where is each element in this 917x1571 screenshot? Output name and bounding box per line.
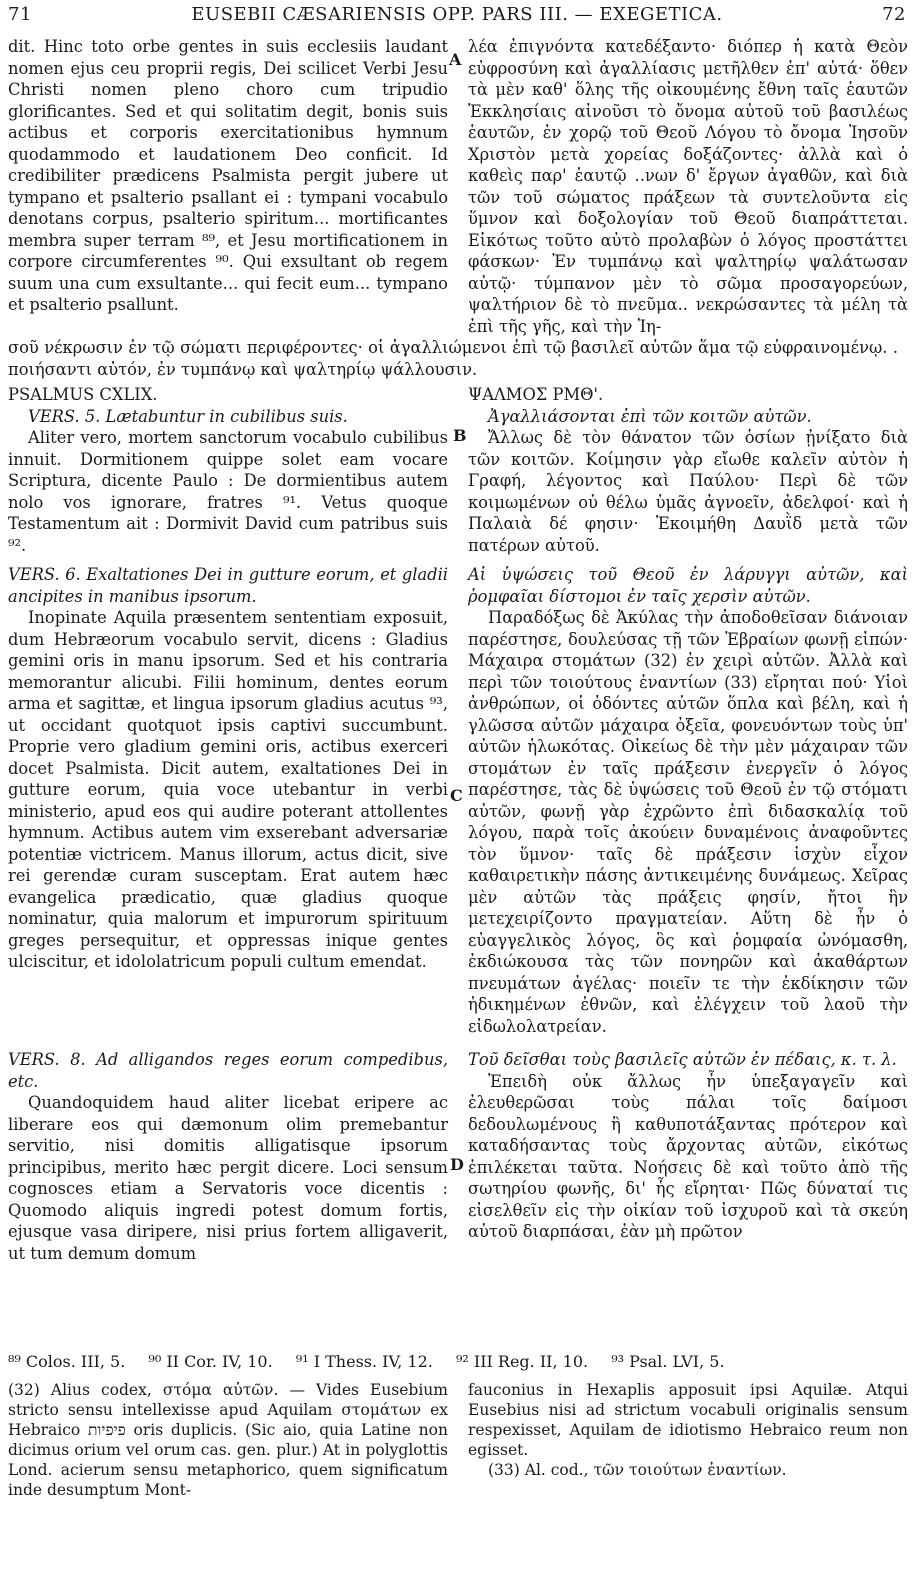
block1-latin-text: dit. Hinc toto orbe gentes in suis ecclesiis laudant nomen ejus ceu proprii regis, Dei scilicet Verbi Jesu Christi nomen pleno choro cum tripudio glorificantes. Sed et qui solitatim degit, bonis suis actibus et corporis exercitationibus hymnum quodammodo et laudationem Deo conficit. Id credibiliter prædicens Psalmista pergit jubere ut tympano et psalterio psallant ei : tympani vocabulo denotans corpus, psalterio spiritum... mortificantes membra super terram ⁸⁹, et Jesu mortificationem in corpore circumferentes ⁹⁰. Qui exsultant ob regem suum una cum exsultante... qui fecit eum... tympano et psalterio psallunt. [8, 37, 448, 314]
vers6-greek-heading: Αἱ ὑψώσεις τοῦ Θεοῦ ἐν λάρυγγι αὐτῶν, καὶ ῥομφαῖαι δίστομοι ἐν ταῖς χερσὶν αὐτῶν. [468, 565, 908, 606]
reference-note: ⁹² III Reg. II, 10. [455, 1352, 589, 1371]
vers8-latin-text: Quandoquidem haud aliter licebat eripere ac liberare eos qui dæmonum olim premebantur servitio, nisi domitis alligatisque ipsorum principibus, merito hæc pergit dicere. Loci sensum cognosces etiam a Servatoris voce dicentis : Quomodo aliquis ingredi potest domum fortis, ejusque vasa diripere, nisi prius fortem alligaverit, ut tum demum domum [8, 1093, 448, 1263]
reference-note: ⁸⁹ Colos. III, 5. [8, 1352, 126, 1371]
margin-letter-a: A [449, 50, 462, 69]
block1-greek-continuation [8, 337, 898, 380]
psalm-title-latin: PSALMUS CXLIX. [8, 385, 158, 404]
vers6-latin-heading: VERS. 6. Exaltationes Dei in gutture eorum, et gladii ancipites in manibus ipsorum. [8, 565, 448, 606]
vers6-greek-text: Παραδόξως δὲ Ἀκύλας τὴν ἀποδοθεῖσαν διάνοιαν παρέστησε, δουλεύσας τῇ τῶν Ἑβραίων φωνῇ εἰπών· Μάχαιρα στομάτων (32) ἐν χειρὶ αὐτῶν. Ἀλλὰ καὶ περὶ τῶν τοιούτους ἐναντίων (33) εἴρηται πού· Υἱοὶ ἀνθρώπων, οἱ ὀδόντες αὐτῶν ὅπλα καὶ βέλη, καὶ ἡ γλῶσσα αὐτῶν μάχαιρα ὀξεῖα, φονευόντων τοὺς ὑπ' αὐτῶν ἡλωκότας. Οἰκείως δὲ τὴν μὲν μάχαιραν τῶν στομάτων ἐν ταῖς πράξεσιν ἐνεργεῖν ὁ λόγος παρέστησε, τὰς δὲ ὑψώσεις τοῦ Θεοῦ ἐν τῷ στόματι αὐτῶν, φωνῇ γὰρ ἐχρῶντο ἐπὶ διδασκαλίᾳ τοῦ λόγου, παρὰ τοῖς ἀκούειν δυναμένοις ἀναφοῦντες τὸν ὕμνον· ταῖς δὲ πράξεσιν ἰσχὺν εἶχον καθαιρετικὴν πάσης ἀντικειμένης δυνάμεως. Χεῖρας μὲν αὐτῶν τὰς πράξεις φησίν, ἤτοι ἣν μετεχειρίζοντο πραγματείαν. Αὕτη δὲ ἦν ὁ εὐαγγελικὸς λόγος, ὃς καὶ ῥομφαία ὠνόμασθη, ἐκδιώκουσα τὰς τῶν πονηρῶν καὶ ἀκαθάρτων πνευμάτων ἀγέλας· ποιεῖν τε τὴν ἐκδίκησιν τῶν ἠδικημένων ἐθνῶν, καὶ ἐλέγχειν τοῦ λαοῦ τὴν εἰδωλολατρείαν. [468, 608, 908, 1036]
vers5-greek-heading: Ἀγαλλιάσονται ἐπὶ τῶν κοιτῶν αὐτῶν. [488, 406, 812, 426]
page-number-left: 71 [8, 4, 32, 25]
vers5-latin-text: Aliter vero, mortem sanctorum vocabulo cubilibus innuit. Dormitionem quippe solet eam vocare Scriptura, dicente Paulo : De dormientibus autem nolo vos ignorare, fratres ⁹¹. Vetus quoque Testamentum ait : Dormivit David cum patribus suis ⁹². [8, 428, 448, 555]
margin-letter-b: B [453, 426, 467, 445]
reference-note: ⁹⁰ II Cor. IV, 10. [148, 1352, 273, 1371]
vers5-latin-heading: VERS. 5. Lætabuntur in cubilibus suis. [28, 406, 348, 426]
block1-greek-text: λέα ἐπιγνόντα κατεδέξαντο· διόπερ ἡ κατὰ Θεὸν εὐφροσύνη καὶ ἀγαλλίασις μετῆλθεν ἐπ' αὐτά· ὅθεν τὰ μὲν καθ' ὅλης τῆς οἰκουμένης ἔθνη ταῖς ἑαυτῶν Ἐκκλησίαις αἰνοῦσι τὸ ὄνομα αὐτοῦ τοῦ βασιλέως ἑαυτῶν, ἐν χορῷ τοῦ Θεοῦ Λόγου τὸ ὄνομα Ἰησοῦν Χριστὸν μετὰ χορείας δοξάζοντες· ἀλλὰ καὶ ὁ καθεὶς παρ' ἑαυτῷ ..νων δ' ἔργων ἀγαθῶν, καὶ διὰ τῶν τοῦ σώματος πράξεων τὰ συντελοῦντα εἰς ὕμνον καὶ δοξολογίαν τοῦ Θεοῦ διαπράττεται. Εἰκότως τοῦτο αὐτὸ προλαβὼν ὁ λόγος προστάττει φάσκων· Ἐν τυμπάνῳ καὶ ψαλτηρίῳ ψαλάτωσαν αὐτῷ· τύμπανον μὲν τὸ σῶμα προσαγορεύων, ψαλτήριον δὲ τὸ πνεῦμα.. νεκρώσαντες τὰ μέλη τὰ ἐπὶ τῆς γῆς, καὶ τὴν Ἰη- [468, 37, 908, 336]
footnotes [8, 1380, 908, 1500]
vers8-greek-text: Ἐπειδὴ οὐκ ἄλλως ἦν ὑπεξαγαγεῖν καὶ ἐλευθερῶσαι τοὺς πάλαι τοῖς δαίμοσι δεδουλωμένους ἢ καθυποτάξαντας πρότερον καὶ καταδήσαντας τοὺς ἄρχοντας αὐτῶν, εἰκότως ἐπιλέκεται ταῦτα. Νοήσεις δὲ καὶ τοῦτο ἀπὸ τῆς σωτηρίου φωνῆς, δι' ἧς εἴρηται· Πῶς δύναταί τις εἰσελθεῖν εἰς τὴν οἰκίαν τοῦ ἰσχυροῦ καὶ τὰ σκεύη αὐτοῦ διαρπάσαι, ἐὰν μὴ πρῶτον [468, 1071, 908, 1241]
scripture-references [8, 1352, 908, 1371]
vers6-latin-text: Inopinate Aquila præsentem sententiam exposuit, dum Hebræorum vocabulo servit, dicens : Gladius gemini oris in manu ipsorum. Sed et his contraria memorantur alicubi. Filii hominum, dentes eorum arma et sagittæ, et lingua ipsorum gladius acutus ⁹³, ut occidant quotquot ipsis captivi succumbunt. Proprie vero gladium gemini oris, actibus exerceri docet Psalmista. Dicit autem, exaltationes Dei in gutture eorum, quia voce utebantur in verbi ministerio, apud eos qui audire poterant attollentes hymnum. Actibus autem vim exserebant adversariæ potentiæ victricem. Manus illorum, actus dicit, sive rei gerendæ curam susceptam. Erat autem hæc evangelica prædicatio, quæ gladius quoque nominatur, quia malorum et impurorum spirituum greges persequitur, et oppressas inique gentes ulciscitur, et idololatricum populi cultum emendat. [8, 608, 448, 971]
psalm-titles [8, 384, 908, 406]
footnote-32-continued: fauconius in Hexaplis apposuit ipsi Aquilæ. Atqui Eusebius nisi ad strictum vocabuli originalis sensum respexisset, Aquilam de idiotismo Hebraico reum non egisset. [468, 1381, 908, 1459]
psalm-title-greek: ΨΑΛΜΟΣ ΡΜΘ'. [468, 385, 604, 404]
footnote-33: (33) Al. cod., τῶν τοιούτων ἐναντίων. [488, 1461, 787, 1479]
vers8-latin-heading: VERS. 8. Ad alligandos reges eorum compedibus, etc. [8, 1050, 448, 1091]
greek-span-text: σοῦ νέκρωσιν ἐν τῷ σώματι περιφέροντες· οἱ ἀγαλλιώμενοι ἐπὶ τῷ βασιλεῖ αὐτῶν ἅμα τῷ εὐφραινομένῳ. . ποιήσαντι αὐτόν, ἐν τυμπάνῳ καὶ ψαλτηρίῳ ψάλλουσιν. [8, 338, 898, 379]
margin-letter-c: C [450, 786, 463, 805]
block1-columns [8, 36, 908, 337]
running-header [8, 4, 906, 30]
greek-column [468, 36, 908, 337]
vers8-greek-heading: Τοῦ δεῖσθαι τοὺς βασιλεῖς αὐτῶν ἐν πέδαις, κ. τ. λ. [468, 1050, 897, 1069]
vers8-columns [8, 1049, 908, 1264]
vers5-columns [8, 406, 908, 557]
running-title: EUSEBII CÆSARIENSIS OPP. PARS III. — EXEGETICA. [191, 4, 723, 25]
vers6-columns [8, 564, 908, 1037]
reference-note: ⁹¹ I Thess. IV, 12. [295, 1352, 433, 1371]
vers5-greek-text: Ἄλλως δὲ τὸν θάνατον τῶν ὁσίων ᾐνίξατο διὰ τῶν κοιτῶν. Κοίμησιν γὰρ εἴωθε καλεῖν αὐτὸν ἡ Γραφή, λέγοντος καὶ Παύλου· Περὶ δὲ τῶν κοιμωμένων οὐ θέλω ὑμᾶς ἀγνοεῖν, ἀδελφοί· καὶ ἡ Παλαιὰ δέ φησιν· Ἐκοιμήθη Δαυῒδ μετὰ τῶν πατέρων αὐτοῦ. [468, 428, 908, 555]
footnote-32: (32) Alius codex, στόμα αὐτῶν. — Vides Eusebium stricto sensu intellexisse apud Aquilam στομάτων ex Hebraico פיפיות oris duplicis. (Sic aio, quia Latine non dicimus orium vel orum cas. gen. plur.) At in polyglottis Lond. acierum sensu metaphorico, quem significatum inde desumptum Mont- [8, 1381, 448, 1499]
margin-letter-d: D [450, 1155, 464, 1174]
reference-note: ⁹³ Psal. LVI, 5. [611, 1352, 725, 1371]
page-body [8, 36, 908, 1264]
latin-column [8, 36, 448, 337]
page-number-right: 72 [882, 4, 906, 25]
